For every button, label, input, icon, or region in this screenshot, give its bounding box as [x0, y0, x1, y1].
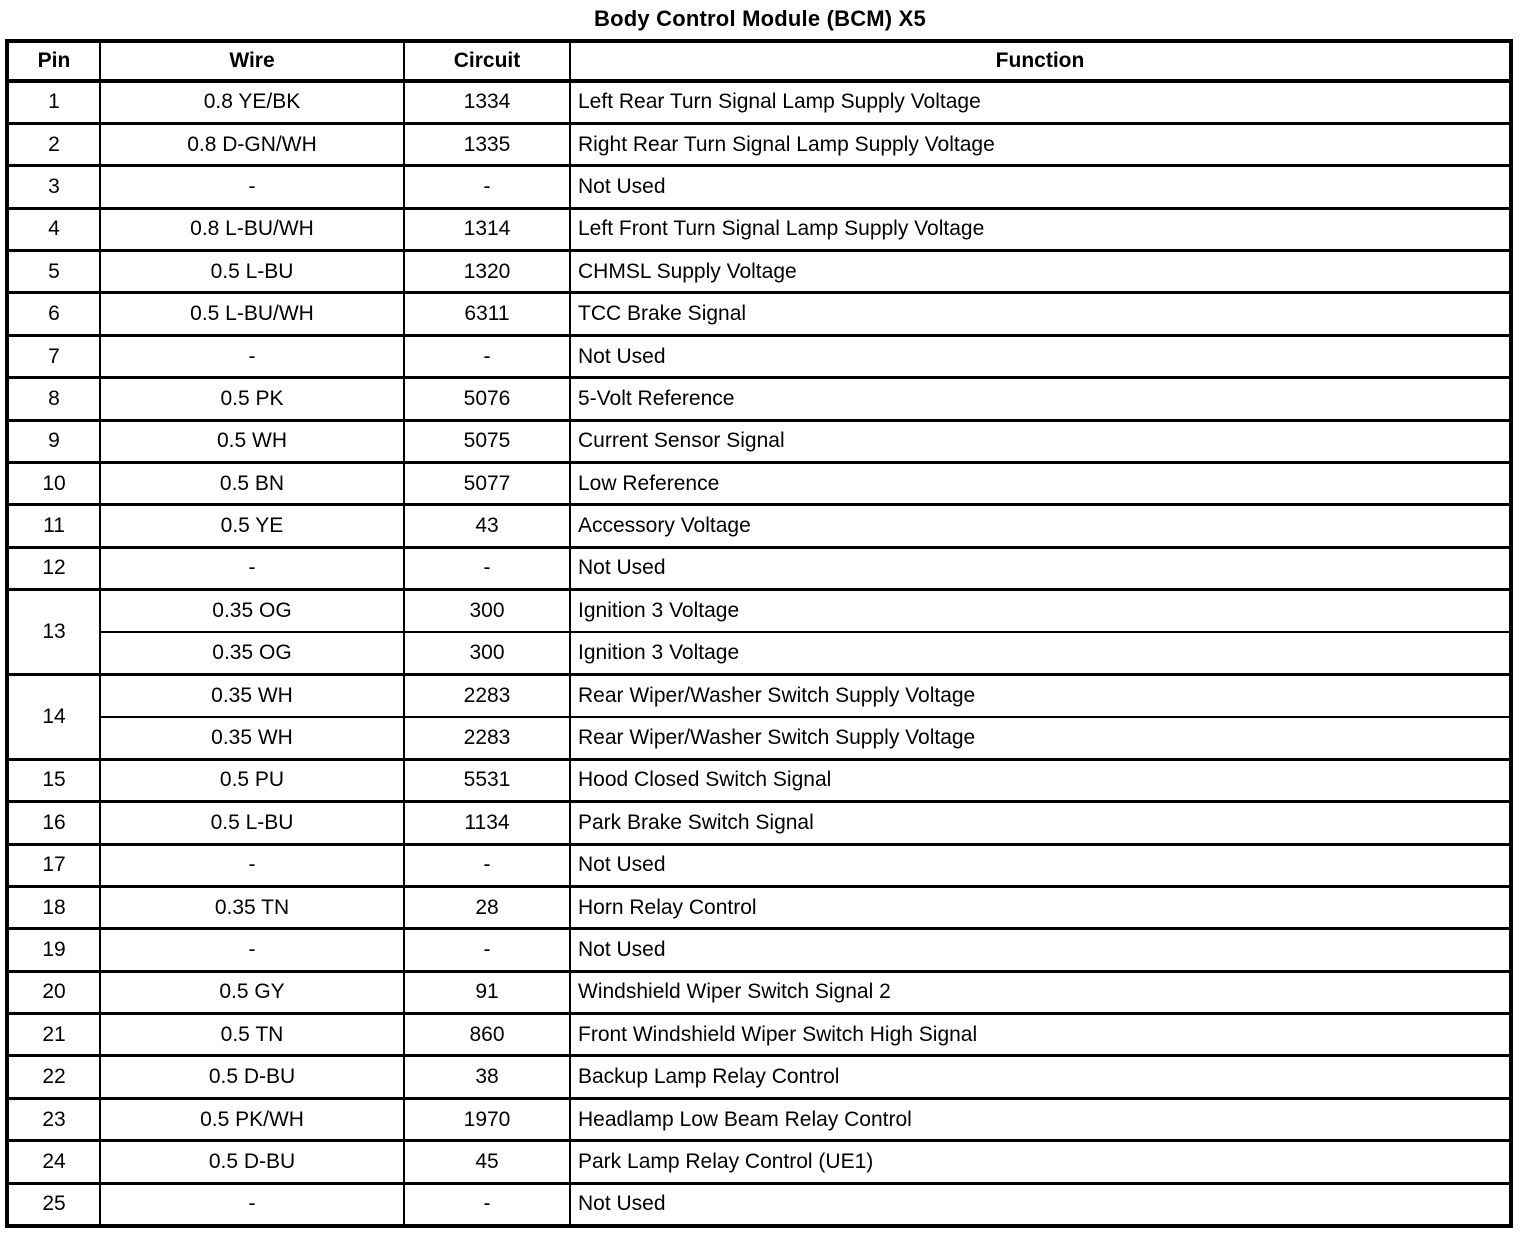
circuit-cell: 91: [404, 971, 570, 1013]
function-cell: Left Rear Turn Signal Lamp Supply Voltage: [570, 81, 1511, 123]
function-cell: Not Used: [570, 1183, 1511, 1225]
wire-cell: 0.5 PU: [100, 759, 404, 801]
wire-cell: -: [100, 547, 404, 589]
table-row: [7, 886, 1511, 928]
function-cell: Horn Relay Control: [570, 886, 1511, 928]
function-cell: Rear Wiper/Washer Switch Supply Voltage: [570, 674, 1511, 716]
function-cell: Not Used: [570, 166, 1511, 208]
pin-cell: 2: [7, 123, 100, 165]
function-cell: 5-Volt Reference: [570, 378, 1511, 420]
pin-cell: 9: [7, 420, 100, 462]
wire-cell: 0.5 L-BU/WH: [100, 293, 404, 335]
table-row: [7, 335, 1511, 377]
function-cell: Not Used: [570, 547, 1511, 589]
table-row: [7, 1098, 1511, 1140]
bcm-pinout-table: [5, 39, 1513, 1228]
pin-cell: 1: [7, 81, 100, 123]
table-row: [7, 81, 1511, 123]
pin-cell: 16: [7, 802, 100, 844]
pin-cell: 6: [7, 293, 100, 335]
wire-cell: -: [100, 166, 404, 208]
circuit-cell: 5076: [404, 378, 570, 420]
circuit-cell: 1335: [404, 123, 570, 165]
pin-cell: 21: [7, 1014, 100, 1056]
pin-cell: 3: [7, 166, 100, 208]
table-row: [7, 971, 1511, 1013]
wire-cell: 0.5 L-BU: [100, 251, 404, 293]
wire-cell: 0.5 WH: [100, 420, 404, 462]
table-row: [7, 547, 1511, 589]
wire-cell: 0.35 TN: [100, 886, 404, 928]
column-header-function: Function: [570, 41, 1511, 81]
circuit-cell: 6311: [404, 293, 570, 335]
wire-cell: 0.35 WH: [100, 674, 404, 716]
function-cell: Right Rear Turn Signal Lamp Supply Voltage: [570, 123, 1511, 165]
pin-cell: 12: [7, 547, 100, 589]
circuit-cell: -: [404, 1183, 570, 1225]
wire-cell: 0.5 BN: [100, 463, 404, 505]
pin-cell: 7: [7, 335, 100, 377]
table-row: [7, 166, 1511, 208]
wire-cell: 0.5 L-BU: [100, 802, 404, 844]
header-row: [7, 41, 1511, 81]
table-row: [7, 802, 1511, 844]
function-cell: Not Used: [570, 929, 1511, 971]
pin-cell: 25: [7, 1183, 100, 1225]
function-cell: Park Lamp Relay Control (UE1): [570, 1141, 1511, 1183]
pin-cell: 20: [7, 971, 100, 1013]
wire-cell: -: [100, 929, 404, 971]
function-cell: Headlamp Low Beam Relay Control: [570, 1098, 1511, 1140]
table-row: [7, 123, 1511, 165]
table-row: [7, 1014, 1511, 1056]
pin-cell: 11: [7, 505, 100, 547]
column-header-wire: Wire: [100, 41, 404, 81]
table-row: [7, 251, 1511, 293]
function-cell: Rear Wiper/Washer Switch Supply Voltage: [570, 717, 1511, 759]
pin-cell: 19: [7, 929, 100, 971]
function-cell: Hood Closed Switch Signal: [570, 759, 1511, 801]
circuit-cell: 300: [404, 590, 570, 632]
wire-cell: 0.35 OG: [100, 632, 404, 674]
pin-cell: 23: [7, 1098, 100, 1140]
function-cell: Ignition 3 Voltage: [570, 590, 1511, 632]
table-row: [7, 208, 1511, 250]
table-row: [7, 590, 1511, 632]
pin-cell: 13: [7, 590, 100, 675]
pin-cell: 4: [7, 208, 100, 250]
table-row: [7, 420, 1511, 462]
circuit-cell: 28: [404, 886, 570, 928]
table-row: [7, 463, 1511, 505]
wire-cell: 0.8 L-BU/WH: [100, 208, 404, 250]
table-title: Body Control Module (BCM) X5: [594, 6, 926, 31]
pin-cell: 24: [7, 1141, 100, 1183]
circuit-cell: 1334: [404, 81, 570, 123]
function-cell: Accessory Voltage: [570, 505, 1511, 547]
wire-cell: 0.8 D-GN/WH: [100, 123, 404, 165]
wire-cell: 0.8 YE/BK: [100, 81, 404, 123]
table-subrow: [7, 717, 1511, 759]
table-row: [7, 378, 1511, 420]
table-subrow: [7, 632, 1511, 674]
wire-cell: 0.35 OG: [100, 590, 404, 632]
circuit-cell: 860: [404, 1014, 570, 1056]
circuit-cell: 5075: [404, 420, 570, 462]
circuit-cell: 1320: [404, 251, 570, 293]
pin-cell: 15: [7, 759, 100, 801]
column-header-circuit: Circuit: [404, 41, 570, 81]
function-cell: Park Brake Switch Signal: [570, 802, 1511, 844]
pin-cell: 22: [7, 1056, 100, 1098]
function-cell: Ignition 3 Voltage: [570, 632, 1511, 674]
pin-cell: 17: [7, 844, 100, 886]
wire-cell: 0.5 PK: [100, 378, 404, 420]
pin-cell: 14: [7, 674, 100, 759]
circuit-cell: 5531: [404, 759, 570, 801]
circuit-cell: 1970: [404, 1098, 570, 1140]
table-row: [7, 929, 1511, 971]
table-row: [7, 505, 1511, 547]
function-cell: TCC Brake Signal: [570, 293, 1511, 335]
circuit-cell: 1314: [404, 208, 570, 250]
function-cell: Not Used: [570, 844, 1511, 886]
function-cell: Current Sensor Signal: [570, 420, 1511, 462]
function-cell: Left Front Turn Signal Lamp Supply Voltage: [570, 208, 1511, 250]
table-row: [7, 293, 1511, 335]
table-row: [7, 1056, 1511, 1098]
wire-cell: 0.5 D-BU: [100, 1141, 404, 1183]
circuit-cell: 300: [404, 632, 570, 674]
table-header: [7, 41, 1511, 81]
wire-cell: 0.5 D-BU: [100, 1056, 404, 1098]
table-row: [7, 759, 1511, 801]
circuit-cell: 45: [404, 1141, 570, 1183]
circuit-cell: 2283: [404, 717, 570, 759]
circuit-cell: -: [404, 547, 570, 589]
function-cell: Low Reference: [570, 463, 1511, 505]
wire-cell: -: [100, 844, 404, 886]
function-cell: Not Used: [570, 335, 1511, 377]
wire-cell: 0.35 WH: [100, 717, 404, 759]
function-cell: Backup Lamp Relay Control: [570, 1056, 1511, 1098]
circuit-cell: -: [404, 929, 570, 971]
column-header-pin: Pin: [7, 41, 100, 81]
wire-cell: 0.5 PK/WH: [100, 1098, 404, 1140]
wire-cell: 0.5 TN: [100, 1014, 404, 1056]
pin-cell: 5: [7, 251, 100, 293]
circuit-cell: -: [404, 844, 570, 886]
table-row: [7, 1183, 1511, 1225]
wire-cell: -: [100, 335, 404, 377]
circuit-cell: 1134: [404, 802, 570, 844]
pin-cell: 10: [7, 463, 100, 505]
pin-cell: 8: [7, 378, 100, 420]
circuit-cell: 2283: [404, 674, 570, 716]
pin-cell: 18: [7, 886, 100, 928]
table-row: [7, 844, 1511, 886]
circuit-cell: 5077: [404, 463, 570, 505]
circuit-cell: 43: [404, 505, 570, 547]
table-row: [7, 1141, 1511, 1183]
circuit-cell: -: [404, 166, 570, 208]
wire-cell: 0.5 GY: [100, 971, 404, 1013]
table-row: [7, 674, 1511, 716]
function-cell: Front Windshield Wiper Switch High Signal: [570, 1014, 1511, 1056]
wire-cell: -: [100, 1183, 404, 1225]
function-cell: CHMSL Supply Voltage: [570, 251, 1511, 293]
function-cell: Windshield Wiper Switch Signal 2: [570, 971, 1511, 1013]
circuit-cell: -: [404, 335, 570, 377]
wire-cell: 0.5 YE: [100, 505, 404, 547]
circuit-cell: 38: [404, 1056, 570, 1098]
